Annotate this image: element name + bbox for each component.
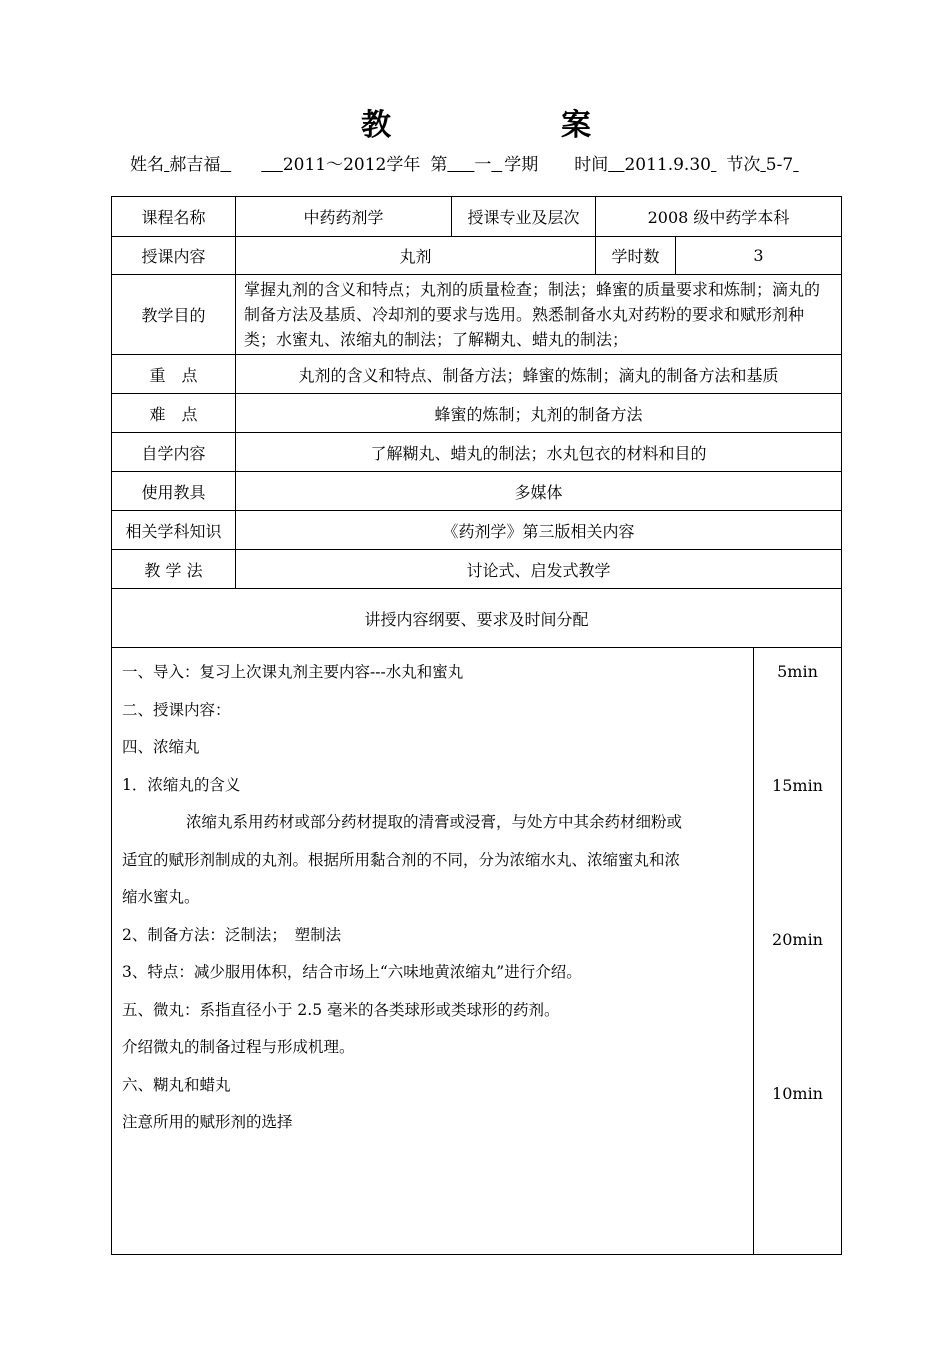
outline-line: 六、糊丸和蜡丸	[122, 1075, 231, 1094]
outline-line: 二、授课内容：	[122, 700, 231, 719]
outline-line: 3、特点：减少服用体积，结合市场上“六味地黄浓缩丸”进行介绍。	[122, 963, 582, 981]
hours-label: 学时数	[596, 237, 676, 275]
related-row	[112, 511, 842, 550]
difficulty-label: 难 点	[112, 394, 236, 433]
time-label: 时间	[574, 155, 609, 175]
name-value: 郝吉福	[169, 155, 221, 175]
header-line	[130, 150, 799, 175]
term-suffix: 学期	[504, 155, 539, 175]
key-row	[112, 355, 842, 394]
content-label: 授课内容	[112, 237, 236, 275]
time-value: 20min	[772, 930, 823, 949]
course-row	[112, 197, 842, 237]
tools-label: 使用教具	[112, 472, 236, 511]
key-label: 重 点	[112, 355, 236, 394]
aims-label: 教学目的	[112, 275, 236, 355]
method-value: 讨论式、启发式教学	[236, 550, 842, 589]
outline-content	[112, 648, 754, 1255]
outline-line: 注意所用的赋形剂的选择	[122, 1113, 293, 1131]
major-value: 2008 级中药学本科	[596, 197, 842, 237]
outline-line: 缩水蜜丸。	[122, 888, 200, 906]
self-study-row	[112, 433, 842, 472]
page-title: 教 案	[361, 108, 661, 143]
outline-line: 介绍微丸的制备过程与形成机理。	[122, 1038, 355, 1056]
content-row	[112, 237, 842, 275]
tools-value: 多媒体	[236, 472, 842, 511]
content-value: 丸剂	[236, 237, 596, 275]
term-prefix: 第	[430, 155, 448, 175]
difficulty-row	[112, 394, 842, 433]
outline-line: 1．浓缩丸的含义	[122, 775, 241, 794]
key-value: 丸剂的含义和特点、制备方法；蜂蜜的炼制；滴丸的制备方法和基质	[236, 355, 842, 394]
course-name-label: 课程名称	[112, 197, 236, 237]
outline-title-row	[112, 589, 842, 648]
aims-row	[112, 275, 842, 355]
major-label: 授课专业及层次	[452, 197, 596, 237]
course-name-value: 中药药剂学	[236, 197, 452, 237]
time-value: 5min	[777, 662, 818, 681]
outline-line: 适宜的赋形剂制成的丸剂。根据所用黏合剂的不同，分为浓缩水丸、浓缩蜜丸和浓	[122, 850, 681, 869]
outline-title: 讲授内容纲要、要求及时间分配	[112, 589, 842, 648]
time-value: 2011.9.30	[624, 155, 711, 175]
period-label: 节次	[726, 155, 761, 175]
outline-line: 五、微丸：系指直径小于 2.5 毫米的各类球形或类球形的药剂。	[122, 1000, 560, 1019]
year-value: 2011～2012	[282, 155, 387, 175]
time-value: 15min	[772, 776, 823, 795]
aims-value: 掌握丸剂的含义和特点；丸剂的质量检查；制法；蜂蜜的质量要求和炼制；滴丸的制备方法及基质、冷却剂的要求与选用。熟悉制备水丸对药粉的要求和赋形剂种类；水蜜丸、浓缩丸的制法；了解糊丸、蜡丸的制法；	[236, 275, 842, 355]
time-value: 10min	[772, 1084, 823, 1103]
lesson-plan-table	[111, 196, 842, 1255]
hours-value: 3	[676, 237, 842, 275]
difficulty-value: 蜂蜜的炼制；丸剂的制备方法	[236, 394, 842, 433]
outline-line: 浓缩丸系用药材或部分药材提取的清膏或浸膏，与处方中其余药材细粉或	[186, 813, 683, 831]
related-label: 相关学科知识	[112, 511, 236, 550]
method-label: 教 学 法	[112, 550, 236, 589]
time-allocation	[754, 648, 842, 1255]
outline-line: 四、浓缩丸	[122, 738, 200, 756]
tools-row	[112, 472, 842, 511]
method-row	[112, 550, 842, 589]
outline-content-row	[112, 648, 842, 1255]
outline-line: 一、导入：复习上次课丸剂主要内容---水丸和蜜丸	[122, 663, 464, 681]
name-label: 姓名	[130, 155, 164, 175]
outline-line: 2、制备方法：泛制法； 塑制法	[122, 925, 342, 944]
self-study-value: 了解糊丸、蜡丸的制法；水丸包衣的材料和目的	[236, 433, 842, 472]
self-study-label: 自学内容	[112, 433, 236, 472]
year-label: 学年	[386, 155, 421, 175]
term-value: 一	[474, 155, 492, 175]
period-value: 5-7	[765, 155, 794, 175]
related-value: 《药剂学》第三版相关内容	[236, 511, 842, 550]
